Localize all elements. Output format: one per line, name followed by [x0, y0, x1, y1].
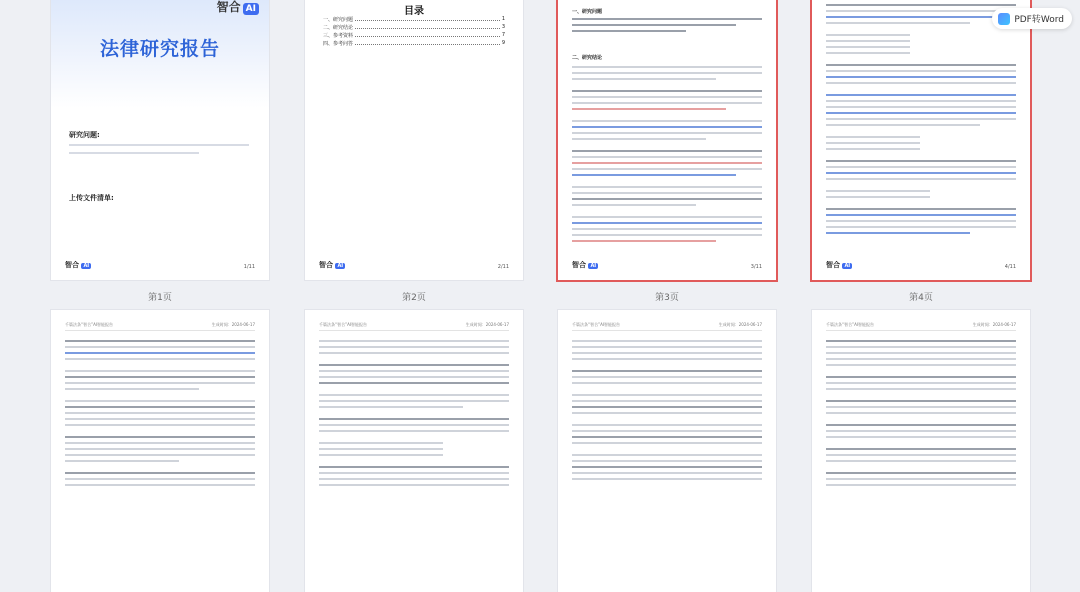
page-thumbnail-2[interactable] [305, 0, 523, 280]
text-line [319, 400, 509, 402]
text-line [65, 358, 255, 360]
text-line [572, 340, 762, 342]
text-line [826, 178, 1016, 180]
text-line [826, 412, 1016, 414]
text-line [826, 232, 970, 234]
text-line [826, 436, 1016, 438]
text-line [826, 346, 1016, 348]
upload-list-label: 上传文件清单: [69, 194, 114, 202]
brand-logo: 智合 AI [217, 0, 259, 15]
page-thumbnail-7[interactable] [558, 310, 776, 592]
footer-brand: 智合 AI [572, 261, 597, 269]
text-line [572, 222, 762, 224]
text-line [572, 424, 762, 426]
text-line [572, 108, 726, 110]
text-line [572, 174, 736, 176]
text-line [826, 64, 1016, 66]
text-line [65, 412, 255, 414]
text-line [572, 138, 706, 140]
text-line [826, 340, 1016, 342]
text-line [826, 172, 1016, 174]
text-line [826, 4, 1016, 6]
text-line [826, 166, 1016, 168]
text-line [826, 208, 1016, 210]
text-line [69, 152, 199, 154]
text-line [65, 448, 255, 450]
text-line [572, 346, 762, 348]
text-line [65, 340, 255, 342]
text-line [319, 478, 509, 480]
text-line [826, 352, 1016, 354]
text-line [826, 388, 1016, 390]
text-line [826, 70, 1016, 72]
text-line [572, 18, 762, 20]
text-line [572, 66, 762, 68]
text-line [572, 96, 762, 98]
text-line [572, 78, 716, 80]
text-line [572, 132, 762, 134]
footer-brand: 智合 AI [65, 261, 90, 269]
toc-item[interactable]: 一、研究问题 1 [323, 16, 505, 23]
page-thumbnail-6[interactable] [305, 310, 523, 592]
text-line [319, 406, 463, 408]
text-line [826, 10, 1016, 12]
text-line [572, 234, 762, 236]
text-line [65, 442, 255, 444]
text-line [826, 382, 1016, 384]
text-line [826, 76, 1016, 78]
text-line [826, 190, 930, 192]
text-line [65, 400, 255, 402]
page-header: 千篇法条“智合”AI智能报告 生成时间：2024-06-17 [826, 322, 1016, 331]
text-line [319, 418, 509, 420]
text-line [826, 448, 1016, 450]
text-line [826, 478, 1016, 480]
report-title: 法律研究报告 [99, 38, 220, 60]
text-line [826, 214, 1016, 216]
page-header: 千篇法条“智合”AI智能报告 生成时间：2024-06-17 [319, 322, 509, 331]
pdf-to-word-label: PDF转Word [1014, 15, 1064, 25]
text-line [826, 364, 1016, 366]
text-line [826, 196, 930, 198]
footer-brand: 智合 AI [826, 261, 851, 269]
text-line [69, 144, 249, 146]
page-thumbnail-4[interactable] [812, 0, 1030, 280]
text-line [572, 406, 762, 408]
text-line [572, 240, 716, 242]
text-line [826, 226, 1016, 228]
text-line [826, 460, 1016, 462]
text-line [572, 394, 762, 396]
toc-item[interactable]: 三、参考资料 7 [323, 32, 505, 39]
text-line [65, 352, 255, 354]
text-line [572, 126, 762, 128]
text-line [572, 168, 762, 170]
text-line [572, 478, 762, 480]
text-line [572, 198, 762, 200]
text-line [572, 436, 762, 438]
text-line [319, 376, 509, 378]
text-line [572, 454, 762, 456]
text-line [826, 22, 970, 24]
text-line [319, 382, 509, 384]
text-line [826, 40, 910, 42]
text-line [826, 112, 1016, 114]
toc-item[interactable]: 四、参考问答 9 [323, 40, 505, 47]
text-line [319, 454, 443, 456]
text-line [826, 430, 1016, 432]
text-line [319, 364, 509, 366]
text-line [826, 142, 920, 144]
page-thumbnail-1[interactable] [51, 0, 269, 280]
text-line [826, 46, 910, 48]
page-header: 千篇法条“智合”AI智能报告 生成时间：2024-06-17 [65, 322, 255, 331]
text-line [65, 406, 255, 408]
text-line [572, 72, 762, 74]
text-line [826, 424, 1016, 426]
footer-brand: 智合 AI [319, 261, 344, 269]
text-line [319, 394, 509, 396]
page-thumbnail-8[interactable] [812, 310, 1030, 592]
text-line [572, 400, 762, 402]
page-number: 1/11 [243, 264, 255, 270]
text-line [572, 102, 762, 104]
page-label-2: 第2页 [402, 293, 426, 303]
text-line [572, 412, 762, 414]
text-line [572, 156, 762, 158]
text-line [572, 228, 762, 230]
pdf-to-word-button[interactable] [992, 8, 1072, 29]
text-line [65, 382, 255, 384]
page-label-3: 第3页 [655, 293, 679, 303]
text-line [572, 90, 762, 92]
page-number: 3/11 [750, 264, 762, 270]
text-line [826, 472, 1016, 474]
text-line [572, 216, 762, 218]
text-line [572, 150, 762, 152]
text-line [65, 424, 255, 426]
text-line [319, 346, 509, 348]
text-line [319, 370, 509, 372]
text-line [319, 424, 509, 426]
text-line [572, 382, 762, 384]
text-line [65, 346, 255, 348]
page-header: 千篇法条“智合”AI智能报告 生成时间：2024-06-17 [572, 322, 762, 331]
text-line [572, 186, 762, 188]
text-line [826, 94, 1016, 96]
text-line [572, 162, 762, 164]
text-line [65, 418, 255, 420]
text-line [65, 376, 255, 378]
section-heading: 二、研究结论 [572, 55, 603, 61]
text-line [572, 442, 762, 444]
text-line [826, 34, 910, 36]
text-line [826, 358, 1016, 360]
text-line [826, 136, 920, 138]
text-line [572, 460, 762, 462]
text-line [572, 352, 762, 354]
text-line [572, 204, 696, 206]
text-line [319, 442, 443, 444]
text-line [572, 192, 762, 194]
text-line [826, 100, 1016, 102]
text-line [826, 406, 1016, 408]
text-line [319, 448, 443, 450]
text-line [826, 16, 1016, 18]
text-line [319, 484, 509, 486]
text-line [65, 454, 255, 456]
section-heading: 一、研究问题 [572, 9, 603, 15]
text-line [826, 160, 1016, 162]
text-line [572, 370, 762, 372]
text-line [65, 436, 255, 438]
text-line [65, 484, 255, 486]
page-thumbnail-3[interactable] [558, 0, 776, 280]
text-line [572, 358, 762, 360]
text-line [65, 388, 199, 390]
text-line [319, 466, 509, 468]
text-line [319, 352, 509, 354]
research-question-label: 研究问题: [69, 131, 100, 139]
text-line [572, 30, 686, 32]
page-label-4: 第4页 [909, 293, 933, 303]
text-line [826, 124, 980, 126]
text-line [65, 370, 255, 372]
text-line [826, 220, 1016, 222]
text-line [826, 376, 1016, 378]
toc-item[interactable]: 二、研究结论 3 [323, 24, 505, 31]
text-line [319, 340, 509, 342]
text-line [572, 472, 762, 474]
text-line [572, 466, 762, 468]
text-line [826, 454, 1016, 456]
text-line [572, 120, 762, 122]
text-line [826, 484, 1016, 486]
text-line [319, 430, 509, 432]
text-line [826, 82, 1016, 84]
text-line [572, 376, 762, 378]
text-line [826, 400, 1016, 402]
page-number: 4/11 [1004, 264, 1016, 270]
text-line [826, 106, 1016, 108]
convert-icon [998, 13, 1010, 25]
text-line [65, 460, 179, 462]
text-line [826, 52, 910, 54]
page-label-1: 第1页 [148, 293, 172, 303]
text-line [65, 478, 255, 480]
text-line [572, 24, 736, 26]
text-line [319, 472, 509, 474]
page-number: 2/11 [497, 264, 509, 270]
page-thumbnail-5[interactable] [51, 310, 269, 592]
text-line [65, 472, 255, 474]
text-line [826, 118, 1016, 120]
toc-title: 目录 [404, 6, 424, 17]
text-line [572, 430, 762, 432]
text-line [826, 148, 920, 150]
